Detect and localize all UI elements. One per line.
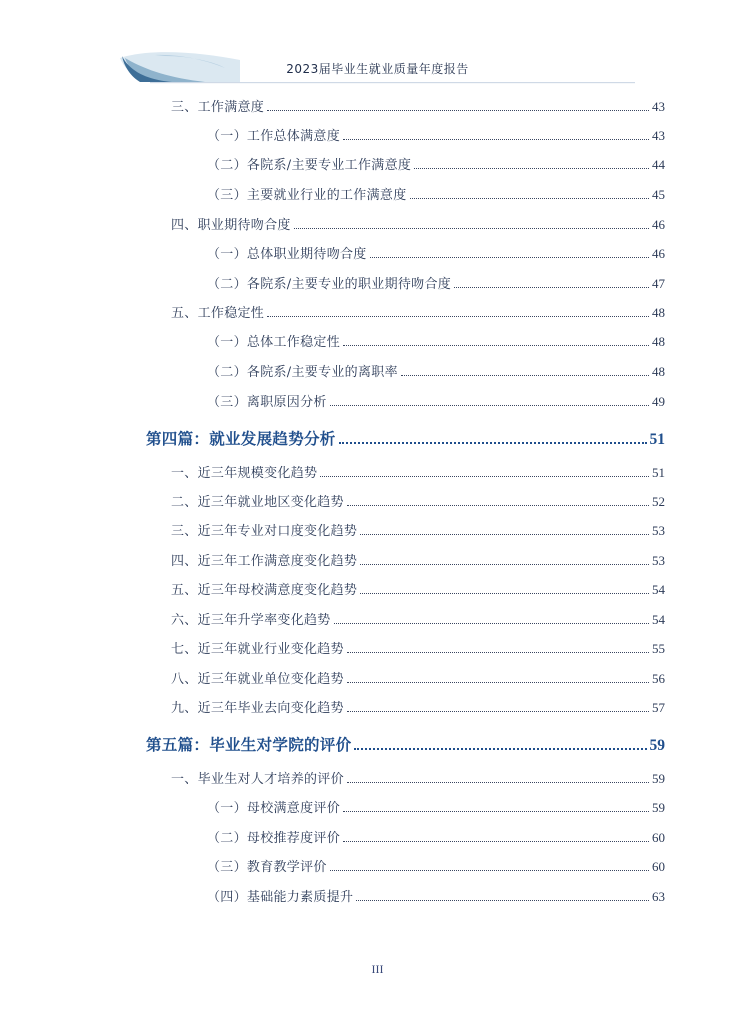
toc-leader-dots (330, 405, 649, 406)
toc-leader-dots (347, 652, 649, 653)
toc-entry-title: （一）母校满意度评价 (207, 801, 341, 816)
toc-leader-dots (356, 900, 649, 901)
toc-entry-title: 五、工作稳定性 (171, 306, 265, 321)
toc-entry[interactable] (171, 214, 665, 233)
toc-entry[interactable] (207, 391, 665, 410)
toc-entry-page: 44 (652, 157, 665, 172)
toc-entry-page: 53 (652, 523, 665, 538)
toc-entry-page: 55 (652, 641, 665, 656)
toc-entry[interactable] (207, 154, 665, 173)
toc-entry[interactable] (207, 361, 665, 380)
toc-leader-dots (370, 257, 649, 258)
toc-entry-page: 46 (652, 217, 665, 232)
toc-entry[interactable] (171, 96, 665, 115)
toc-entry[interactable] (207, 856, 665, 875)
toc-entry-page: 46 (652, 246, 665, 261)
toc-entry[interactable] (171, 302, 665, 321)
toc-entry-title: （三）教育教学评价 (207, 860, 327, 875)
toc-leader-dots (414, 168, 649, 169)
toc-leader-dots (320, 476, 649, 477)
toc-entry[interactable] (171, 768, 665, 787)
toc-entry[interactable] (207, 331, 665, 350)
toc-entry[interactable] (207, 125, 665, 144)
toc-entry[interactable] (207, 184, 665, 203)
toc-entry-page: 59 (649, 737, 665, 754)
toc-entry[interactable] (171, 579, 665, 598)
toc-entry[interactable] (171, 520, 665, 539)
toc-entry[interactable] (207, 243, 665, 262)
toc-entry-title: （一）工作总体满意度 (207, 129, 341, 144)
toc-entry-page: 52 (652, 494, 665, 509)
page-number: III (371, 962, 384, 976)
toc-entry[interactable] (207, 797, 665, 816)
toc-entry[interactable] (207, 886, 665, 905)
toc-entry-title: 三、工作满意度 (171, 100, 265, 115)
toc-entry-page: 48 (652, 334, 665, 349)
toc-entry[interactable] (171, 638, 665, 657)
toc-entry-page: 48 (652, 305, 665, 320)
toc-entry[interactable] (207, 273, 665, 292)
toc-leader-dots (410, 198, 649, 199)
toc-leader-dots (454, 287, 649, 288)
toc-entry-title: （一）总体工作稳定性 (207, 335, 341, 350)
toc-leader-dots (334, 623, 649, 624)
toc-leader-dots (294, 228, 649, 229)
toc-entry-title: 六、近三年升学率变化趋势 (171, 613, 331, 628)
toc-entry-page: 63 (652, 889, 665, 904)
toc-entry-title: 二、近三年就业地区变化趋势 (171, 495, 344, 510)
toc-entry-title: （二）各院系/主要专业的职业期待吻合度 (207, 277, 452, 292)
toc-entry-title: （三）离职原因分析 (207, 395, 327, 410)
toc-entry-page: 54 (652, 612, 665, 627)
toc-entry-title: 三、近三年专业对口度变化趋势 (171, 524, 358, 539)
header-title: 2023届毕业生就业质量年度报告 (286, 62, 469, 76)
toc-entry-page: 59 (652, 771, 665, 786)
toc-entry[interactable] (171, 491, 665, 510)
toc-leader-dots (347, 711, 649, 712)
toc-leader-dots (267, 110, 649, 111)
toc-entry[interactable] (146, 427, 665, 449)
toc-entry-page: 43 (652, 99, 665, 114)
toc-entry-title: （二）各院系/主要专业的离职率 (207, 365, 398, 380)
toc-entry[interactable] (171, 668, 665, 687)
toc-leader-dots (339, 442, 647, 444)
toc-entry-title: 七、近三年就业行业变化趋势 (171, 642, 344, 657)
toc-entry-title: 八、近三年就业单位变化趋势 (171, 672, 344, 687)
toc-entry-page: 53 (652, 553, 665, 568)
toc-entry-page: 51 (652, 465, 665, 480)
toc-entry-title: （四）基础能力素质提升 (207, 890, 354, 905)
toc-leader-dots (343, 345, 649, 346)
toc-entry-title: （二）母校推荐度评价 (207, 831, 341, 846)
toc-leader-dots (347, 682, 649, 683)
toc-leader-dots (347, 782, 649, 783)
toc-entry-page: 48 (652, 364, 665, 379)
toc-entry[interactable] (207, 827, 665, 846)
toc-leader-dots (330, 870, 649, 871)
toc-entry-page: 47 (652, 276, 665, 291)
toc-entry-title: 第四篇：就业发展趋势分析 (146, 429, 336, 448)
toc-entry-title: （一）总体职业期待吻合度 (207, 247, 367, 262)
toc-entry[interactable] (171, 462, 665, 481)
toc-leader-dots (360, 593, 649, 594)
toc-entry-title: 一、毕业生对人才培养的评价 (171, 772, 344, 787)
toc-entry-title: 一、近三年规模变化趋势 (171, 466, 318, 481)
toc-entry-title: 五、近三年母校满意度变化趋势 (171, 583, 358, 598)
page-header (0, 0, 755, 90)
toc-entry-title: 四、职业期待吻合度 (171, 218, 291, 233)
toc-entry[interactable] (171, 697, 665, 716)
toc-leader-dots (360, 564, 649, 565)
toc-leader-dots (343, 811, 649, 812)
toc-entry[interactable] (171, 609, 665, 628)
toc-leader-dots (347, 505, 649, 506)
toc-leader-dots (360, 534, 649, 535)
toc-entry-title: 第五篇：毕业生对学院的评价 (146, 735, 352, 754)
toc-entry-page: 60 (652, 859, 665, 874)
toc-entry-page: 57 (652, 700, 665, 715)
toc-entry-page: 49 (652, 394, 665, 409)
toc-entry-page: 60 (652, 830, 665, 845)
toc-entry-title: （二）各院系/主要专业工作满意度 (207, 158, 412, 173)
toc-leader-dots (267, 316, 649, 317)
toc-entry-page: 59 (652, 800, 665, 815)
toc-leader-dots (354, 748, 646, 750)
toc-entry-page: 43 (652, 128, 665, 143)
toc-entry[interactable] (146, 733, 665, 755)
toc-entry-page: 56 (652, 671, 665, 686)
toc-leader-dots (343, 841, 649, 842)
toc-entry-title: （三）主要就业行业的工作满意度 (207, 188, 407, 203)
toc-entry-page: 45 (652, 187, 665, 202)
toc-leader-dots (343, 139, 649, 140)
toc-entry-title: 四、近三年工作满意度变化趋势 (171, 554, 358, 569)
toc-entry-title: 九、近三年毕业去向变化趋势 (171, 701, 344, 716)
toc-entry-page: 51 (649, 431, 665, 448)
toc-entry-page: 54 (652, 582, 665, 597)
toc-leader-dots (401, 375, 649, 376)
toc-entry[interactable] (171, 550, 665, 569)
